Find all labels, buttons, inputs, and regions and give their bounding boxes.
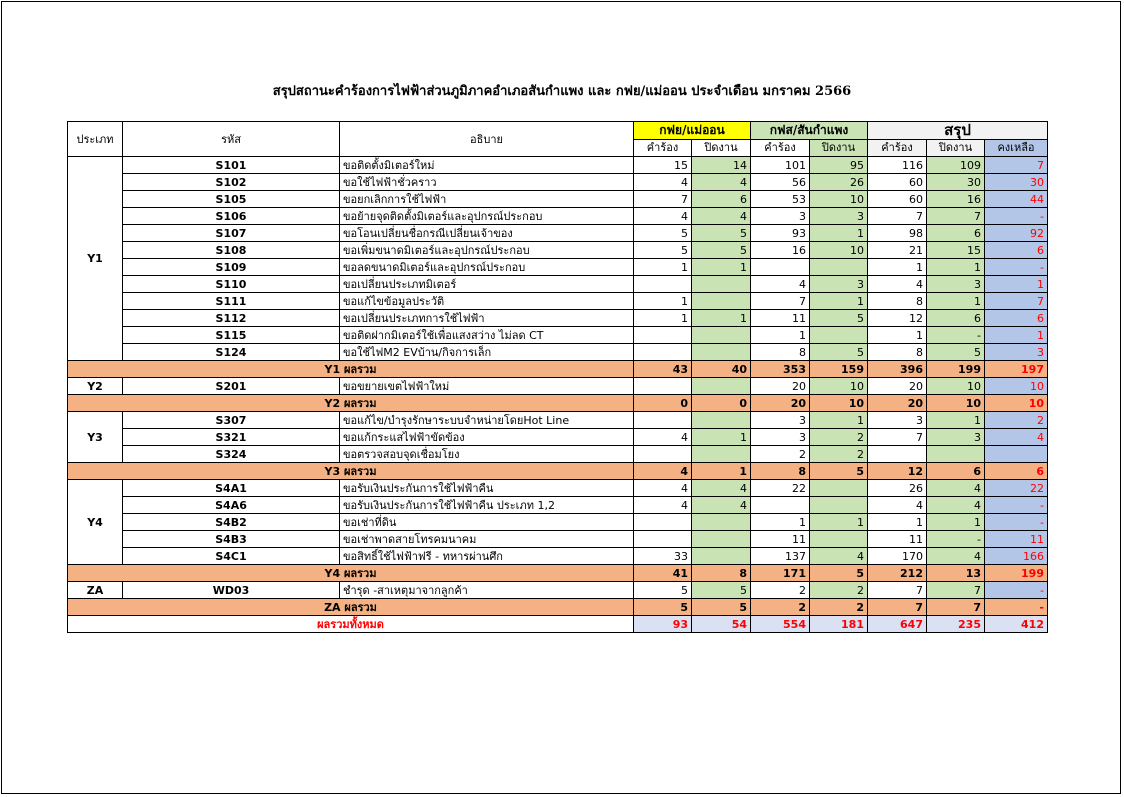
code-cell: S4B2: [123, 514, 340, 531]
subtotal-cell-p2: 5: [810, 565, 868, 582]
value-cell-c1: 5: [634, 242, 692, 259]
value-cell-p1: 14: [692, 157, 751, 174]
value-cell-c1: [634, 531, 692, 548]
code-cell: S109: [123, 259, 340, 276]
description-cell: ขอตรวจสอบจุดเชื่อมโยง: [340, 446, 634, 463]
table-row: [68, 531, 1048, 548]
value-cell-c3: [868, 446, 927, 463]
header-group-summary: สรุป: [868, 122, 1048, 140]
value-cell-c2: 11: [751, 531, 810, 548]
table-row: [68, 276, 1048, 293]
header-desc: อธิบาย: [340, 122, 634, 157]
value-cell-c3: 7: [868, 429, 927, 446]
value-cell-p3: 6: [927, 310, 985, 327]
table-row: [68, 225, 1048, 242]
grand-total-cell-c2: 554: [751, 616, 810, 633]
value-cell-c2: [751, 259, 810, 276]
value-cell-r: 7: [985, 293, 1048, 310]
value-cell-p2: 1: [810, 514, 868, 531]
subheader-closed-1: ปิดงาน: [692, 139, 751, 157]
value-cell-c1: [634, 378, 692, 395]
table-row: [68, 480, 1048, 497]
code-cell: S107: [123, 225, 340, 242]
value-cell-c2: [751, 497, 810, 514]
subtotal-cell-c2: 2: [751, 599, 810, 616]
subtotal-label: Y4 ผลรวม: [68, 565, 634, 582]
value-cell-c3: 60: [868, 174, 927, 191]
subheader-closed-2: ปิดงาน: [810, 139, 868, 157]
code-cell: S4A1: [123, 480, 340, 497]
code-cell: S102: [123, 174, 340, 191]
value-cell-r: 30: [985, 174, 1048, 191]
table-row: [68, 344, 1048, 361]
subtotal-cell-c3: 20: [868, 395, 927, 412]
grand-total-cell-c1: 93: [634, 616, 692, 633]
value-cell-c1: 5: [634, 582, 692, 599]
value-cell-p2: [810, 259, 868, 276]
value-cell-p3: 3: [927, 276, 985, 293]
subtotal-row: [68, 599, 1048, 616]
value-cell-c1: 1: [634, 259, 692, 276]
value-cell-c3: 11: [868, 531, 927, 548]
value-cell-c2: 137: [751, 548, 810, 565]
value-cell-p3: 1: [927, 293, 985, 310]
subtotal-cell-c3: 396: [868, 361, 927, 378]
subtotal-cell-c1: 41: [634, 565, 692, 582]
value-cell-c1: [634, 276, 692, 293]
value-cell-r: 11: [985, 531, 1048, 548]
grand-total-cell-c3: 647: [868, 616, 927, 633]
value-cell-p1: [692, 531, 751, 548]
value-cell-p3: 7: [927, 582, 985, 599]
table-row: [68, 497, 1048, 514]
grand-total-cell-p2: 181: [810, 616, 868, 633]
value-cell-p1: 5: [692, 242, 751, 259]
description-cell: ขอสิทธิ์ใช้ไฟฟ้าฟรี - ทหารผ่านศึก: [340, 548, 634, 565]
value-cell-c2: 16: [751, 242, 810, 259]
value-cell-p3: [927, 446, 985, 463]
value-cell-p1: 1: [692, 259, 751, 276]
subheader-req-1: คำร้อง: [634, 139, 692, 157]
code-cell: S201: [123, 378, 340, 395]
code-cell: S112: [123, 310, 340, 327]
value-cell-p3: 1: [927, 259, 985, 276]
value-cell-p1: [692, 514, 751, 531]
value-cell-p1: 4: [692, 480, 751, 497]
value-cell-r: -: [985, 582, 1048, 599]
value-cell-p1: 6: [692, 191, 751, 208]
value-cell-r: 10: [985, 378, 1048, 395]
description-cell: ขอใช้ไฟM2 EVบ้าน/กิจการเล็ก: [340, 344, 634, 361]
value-cell-c1: [634, 344, 692, 361]
subtotal-cell-r: 6: [985, 463, 1048, 480]
subtotal-cell-p2: 10: [810, 395, 868, 412]
grand-total-cell-p3: 235: [927, 616, 985, 633]
table-row: [68, 208, 1048, 225]
value-cell-c1: 15: [634, 157, 692, 174]
table-row: [68, 174, 1048, 191]
code-cell: S101: [123, 157, 340, 174]
value-cell-r: -: [985, 208, 1048, 225]
description-cell: ขอเช่าที่ดิน: [340, 514, 634, 531]
value-cell-c2: 22: [751, 480, 810, 497]
subtotal-label: ZA ผลรวม: [68, 599, 634, 616]
value-cell-c3: 4: [868, 276, 927, 293]
code-cell: S110: [123, 276, 340, 293]
description-cell: ขอรับเงินประกันการใช้ไฟฟ้าคืน: [340, 480, 634, 497]
value-cell-p1: [692, 344, 751, 361]
grand-total-cell-r: 412: [985, 616, 1048, 633]
code-cell: S4C1: [123, 548, 340, 565]
value-cell-r: 92: [985, 225, 1048, 242]
description-cell: ขอติดตั้งมิเตอร์ใหม่: [340, 157, 634, 174]
subtotal-row: [68, 361, 1048, 378]
code-cell: S108: [123, 242, 340, 259]
value-cell-c1: 1: [634, 293, 692, 310]
value-cell-c3: 4: [868, 497, 927, 514]
value-cell-p1: 1: [692, 310, 751, 327]
table-row: [68, 548, 1048, 565]
subtotal-cell-p1: 8: [692, 565, 751, 582]
value-cell-c3: 7: [868, 582, 927, 599]
subtotal-cell-p2: 5: [810, 463, 868, 480]
value-cell-p2: 2: [810, 429, 868, 446]
subtotal-cell-c2: 20: [751, 395, 810, 412]
description-cell: ขอติดฝากมิเตอร์ใช้เพื่อแสงสว่าง ไม่ลด CT: [340, 327, 634, 344]
value-cell-c1: 5: [634, 225, 692, 242]
value-cell-c2: 101: [751, 157, 810, 174]
value-cell-c2: 93: [751, 225, 810, 242]
value-cell-p1: 4: [692, 174, 751, 191]
subtotal-cell-p3: 7: [927, 599, 985, 616]
subheader-req-2: คำร้อง: [751, 139, 810, 157]
subtotal-cell-c2: 8: [751, 463, 810, 480]
table-row: [68, 446, 1048, 463]
subtotal-cell-r: 10: [985, 395, 1048, 412]
subtotal-cell-p2: 2: [810, 599, 868, 616]
value-cell-c1: [634, 412, 692, 429]
value-cell-r: 7: [985, 157, 1048, 174]
summary-table: [67, 121, 1048, 633]
report-title: สรุปสถานะคำร้องการไฟฟ้าส่วนภูมิภาคอำเภอสันกำแพง และ กฟย/แม่ออน ประจำเดือน มกราคม 2566: [272, 84, 852, 99]
value-cell-c3: 1: [868, 327, 927, 344]
value-cell-c1: 4: [634, 208, 692, 225]
description-cell: ขอใช้ไฟฟ้าชั่วคราว: [340, 174, 634, 191]
subtotal-row: [68, 395, 1048, 412]
value-cell-c2: 3: [751, 429, 810, 446]
code-cell: S106: [123, 208, 340, 225]
value-cell-r: 166: [985, 548, 1048, 565]
value-cell-p3: 4: [927, 480, 985, 497]
category-cell: Y3: [68, 412, 123, 463]
value-cell-c3: 20: [868, 378, 927, 395]
code-cell: S321: [123, 429, 340, 446]
header-code: รหัส: [123, 122, 340, 157]
value-cell-c3: 8: [868, 293, 927, 310]
value-cell-p3: 4: [927, 497, 985, 514]
grand-total-label: ผลรวมทั้งหมด: [68, 616, 634, 633]
value-cell-p2: 1: [810, 293, 868, 310]
value-cell-p3: 3: [927, 429, 985, 446]
description-cell: ขอเปลี่ยนประเภทการใช้ไฟฟ้า: [340, 310, 634, 327]
value-cell-c2: 7: [751, 293, 810, 310]
value-cell-r: 2: [985, 412, 1048, 429]
value-cell-p3: 16: [927, 191, 985, 208]
value-cell-p3: -: [927, 531, 985, 548]
value-cell-c3: 1: [868, 259, 927, 276]
value-cell-r: 1: [985, 276, 1048, 293]
value-cell-p3: 30: [927, 174, 985, 191]
value-cell-p3: 15: [927, 242, 985, 259]
subtotal-cell-c1: 5: [634, 599, 692, 616]
value-cell-c1: 4: [634, 480, 692, 497]
description-cell: ขอเพิ่มขนาดมิเตอร์และอุปกรณ์ประกอบ: [340, 242, 634, 259]
category-cell: ZA: [68, 582, 123, 599]
value-cell-c2: 8: [751, 344, 810, 361]
subtotal-row: [68, 463, 1048, 480]
value-cell-c2: 20: [751, 378, 810, 395]
value-cell-p3: 7: [927, 208, 985, 225]
subtotal-cell-p3: 6: [927, 463, 985, 480]
value-cell-c3: 60: [868, 191, 927, 208]
subtotal-cell-c1: 43: [634, 361, 692, 378]
subtotal-cell-c3: 212: [868, 565, 927, 582]
subtotal-label: Y1 ผลรวม: [68, 361, 634, 378]
code-cell: S124: [123, 344, 340, 361]
value-cell-r: [985, 446, 1048, 463]
table-row: [68, 429, 1048, 446]
value-cell-p1: [692, 548, 751, 565]
value-cell-p2: 10: [810, 242, 868, 259]
value-cell-c1: 1: [634, 310, 692, 327]
table-row: [68, 582, 1048, 599]
category-cell: Y2: [68, 378, 123, 395]
value-cell-p2: 10: [810, 191, 868, 208]
value-cell-c3: 3: [868, 412, 927, 429]
subtotal-cell-c2: 353: [751, 361, 810, 378]
value-cell-p2: [810, 531, 868, 548]
subtotal-cell-r: 199: [985, 565, 1048, 582]
value-cell-r: 4: [985, 429, 1048, 446]
value-cell-c1: 4: [634, 429, 692, 446]
value-cell-c2: 1: [751, 514, 810, 531]
table-row: [68, 259, 1048, 276]
subtotal-cell-p1: 1: [692, 463, 751, 480]
table-row: [68, 242, 1048, 259]
value-cell-p2: 3: [810, 276, 868, 293]
subheader-remain: คงเหลือ: [985, 139, 1048, 157]
value-cell-p1: [692, 446, 751, 463]
value-cell-r: 44: [985, 191, 1048, 208]
value-cell-p2: 1: [810, 412, 868, 429]
value-cell-c3: 116: [868, 157, 927, 174]
value-cell-r: -: [985, 514, 1048, 531]
value-cell-c3: 12: [868, 310, 927, 327]
value-cell-r: -: [985, 497, 1048, 514]
value-cell-c2: 4: [751, 276, 810, 293]
value-cell-p1: [692, 378, 751, 395]
value-cell-p1: [692, 327, 751, 344]
description-cell: ขอย้ายจุดติดตั้งมิเตอร์และอุปกรณ์ประกอบ: [340, 208, 634, 225]
value-cell-c3: 170: [868, 548, 927, 565]
value-cell-p1: 5: [692, 582, 751, 599]
subtotal-cell-c2: 171: [751, 565, 810, 582]
description-cell: ขอเช่าพาดสายโทรคมนาคม: [340, 531, 634, 548]
value-cell-p3: 4: [927, 548, 985, 565]
value-cell-p3: -: [927, 327, 985, 344]
table-row: [68, 514, 1048, 531]
subtotal-cell-p1: 5: [692, 599, 751, 616]
value-cell-c2: 3: [751, 412, 810, 429]
value-cell-c3: 26: [868, 480, 927, 497]
value-cell-p2: 2: [810, 582, 868, 599]
description-cell: ขอเปลี่ยนประเภทมิเตอร์: [340, 276, 634, 293]
table-row: [68, 157, 1048, 174]
value-cell-r: 22: [985, 480, 1048, 497]
value-cell-c1: [634, 514, 692, 531]
value-cell-c2: 2: [751, 582, 810, 599]
value-cell-c1: [634, 327, 692, 344]
subtotal-cell-p1: 0: [692, 395, 751, 412]
value-cell-r: 3: [985, 344, 1048, 361]
description-cell: ขอขยายเขตไฟฟ้าใหม่: [340, 378, 634, 395]
header-type: ประเภท: [68, 122, 123, 157]
value-cell-p1: 4: [692, 497, 751, 514]
value-cell-p3: 1: [927, 514, 985, 531]
value-cell-p3: 1: [927, 412, 985, 429]
value-cell-p2: 3: [810, 208, 868, 225]
value-cell-c2: 2: [751, 446, 810, 463]
value-cell-c3: 7: [868, 208, 927, 225]
description-cell: ชำรุด -สาเหตุมาจากลูกค้า: [340, 582, 634, 599]
code-cell: S115: [123, 327, 340, 344]
value-cell-c3: 8: [868, 344, 927, 361]
value-cell-p2: 26: [810, 174, 868, 191]
description-cell: ขอโอนเปลี่ยนชื่อกรณีเปลี่ยนเจ้าของ: [340, 225, 634, 242]
value-cell-p1: 1: [692, 429, 751, 446]
subtotal-cell-p1: 40: [692, 361, 751, 378]
table-row: [68, 293, 1048, 310]
value-cell-p2: 10: [810, 378, 868, 395]
value-cell-p2: 4: [810, 548, 868, 565]
subtotal-cell-c1: 0: [634, 395, 692, 412]
subtotal-label: Y2 ผลรวม: [68, 395, 634, 412]
subtotal-cell-p2: 159: [810, 361, 868, 378]
value-cell-r: 1: [985, 327, 1048, 344]
value-cell-c1: 4: [634, 497, 692, 514]
table-row: [68, 310, 1048, 327]
value-cell-c2: 11: [751, 310, 810, 327]
description-cell: ขอรับเงินประกันการใช้ไฟฟ้าคืน ประเภท 1,2: [340, 497, 634, 514]
code-cell: S4A6: [123, 497, 340, 514]
value-cell-p1: 4: [692, 208, 751, 225]
value-cell-p2: 5: [810, 310, 868, 327]
value-cell-p2: [810, 480, 868, 497]
subtotal-cell-p3: 199: [927, 361, 985, 378]
code-cell: S4B3: [123, 531, 340, 548]
value-cell-p2: 5: [810, 344, 868, 361]
table-row: [68, 378, 1048, 395]
value-cell-p3: 6: [927, 225, 985, 242]
subtotal-cell-p3: 10: [927, 395, 985, 412]
value-cell-r: 6: [985, 242, 1048, 259]
code-cell: S307: [123, 412, 340, 429]
subtotal-row: [68, 565, 1048, 582]
value-cell-c2: 3: [751, 208, 810, 225]
value-cell-c2: 56: [751, 174, 810, 191]
description-cell: ขอยกเลิกการใช้ไฟฟ้า: [340, 191, 634, 208]
value-cell-c3: 98: [868, 225, 927, 242]
category-cell: Y1: [68, 157, 123, 361]
description-cell: ขอแก้กระแสไฟฟ้าขัดข้อง: [340, 429, 634, 446]
value-cell-c3: 1: [868, 514, 927, 531]
value-cell-p2: 1: [810, 225, 868, 242]
value-cell-p2: [810, 497, 868, 514]
description-cell: ขอแก้ไขข้อมูลประวัติ: [340, 293, 634, 310]
value-cell-p1: 5: [692, 225, 751, 242]
value-cell-p2: [810, 327, 868, 344]
value-cell-p3: 5: [927, 344, 985, 361]
value-cell-p1: [692, 276, 751, 293]
value-cell-p3: 109: [927, 157, 985, 174]
description-cell: ขอลดขนาดมิเตอร์และอุปกรณ์ประกอบ: [340, 259, 634, 276]
value-cell-c1: 33: [634, 548, 692, 565]
value-cell-p1: [692, 293, 751, 310]
value-cell-c2: 53: [751, 191, 810, 208]
category-cell: Y4: [68, 480, 123, 565]
code-cell: S105: [123, 191, 340, 208]
table-row: [68, 412, 1048, 429]
table-row: [68, 327, 1048, 344]
value-cell-p2: 95: [810, 157, 868, 174]
subtotal-cell-p3: 13: [927, 565, 985, 582]
header-group-maeon: กฟย/แม่ออน: [634, 122, 751, 140]
value-cell-p2: 2: [810, 446, 868, 463]
code-cell: WD03: [123, 582, 340, 599]
subtotal-label: Y3 ผลรวม: [68, 463, 634, 480]
value-cell-c3: 21: [868, 242, 927, 259]
header-group-sankamphaeng: กฟส/สันกำแพง: [751, 122, 868, 140]
subtotal-cell-c1: 4: [634, 463, 692, 480]
value-cell-r: 6: [985, 310, 1048, 327]
code-cell: S111: [123, 293, 340, 310]
description-cell: ขอแก้ไข/บำรุงรักษาระบบจำหน่ายโดยHot Line: [340, 412, 634, 429]
subtotal-cell-r: 197: [985, 361, 1048, 378]
value-cell-p1: [692, 412, 751, 429]
value-cell-c1: 7: [634, 191, 692, 208]
code-cell: S324: [123, 446, 340, 463]
subtotal-cell-c3: 7: [868, 599, 927, 616]
value-cell-r: -: [985, 259, 1048, 276]
grand-total-row: [68, 616, 1048, 633]
value-cell-c2: 1: [751, 327, 810, 344]
value-cell-c1: [634, 446, 692, 463]
subheader-req-3: คำร้อง: [868, 139, 927, 157]
value-cell-c1: 4: [634, 174, 692, 191]
grand-total-cell-p1: 54: [692, 616, 751, 633]
subtotal-cell-c3: 12: [868, 463, 927, 480]
table-row: [68, 191, 1048, 208]
value-cell-p3: 10: [927, 378, 985, 395]
subtotal-cell-r: -: [985, 599, 1048, 616]
subheader-closed-3: ปิดงาน: [927, 139, 985, 157]
